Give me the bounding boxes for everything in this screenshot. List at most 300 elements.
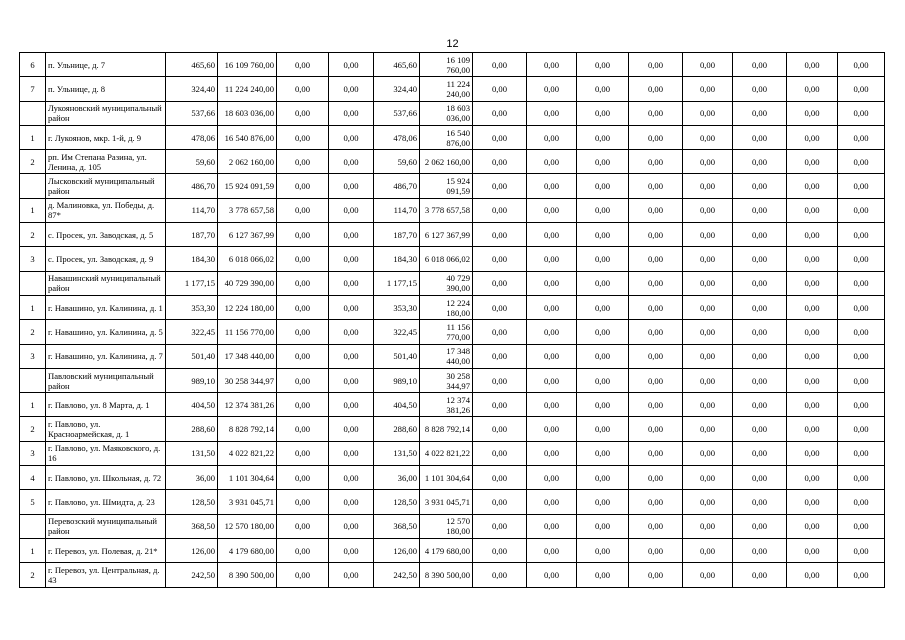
cost-cell: 8 390 500,00 (218, 563, 277, 587)
row-number-cell: 2 (20, 320, 46, 344)
value-cell: 0,00 (473, 77, 527, 101)
value-cell: 0,00 (683, 563, 733, 587)
row-number-cell: 3 (20, 247, 46, 271)
value-cell: 0,00 (329, 271, 374, 295)
value-cell: 0,00 (329, 466, 374, 490)
area-cell: 288,60 (374, 417, 420, 441)
value-cell: 0,00 (838, 77, 885, 101)
table-row (20, 174, 885, 198)
value-cell: 0,00 (787, 466, 838, 490)
value-cell: 0,00 (329, 538, 374, 562)
value-cell: 0,00 (683, 53, 733, 77)
value-cell: 0,00 (577, 150, 629, 174)
value-cell: 0,00 (629, 223, 683, 247)
value-cell: 0,00 (527, 417, 577, 441)
table-row (20, 125, 885, 149)
value-cell: 0,00 (629, 514, 683, 538)
area-cell: 465,60 (374, 53, 420, 77)
address-cell: с. Просек, ул. Заводская, д. 5 (46, 223, 166, 247)
value-cell: 0,00 (329, 174, 374, 198)
value-cell: 0,00 (838, 125, 885, 149)
value-cell: 0,00 (329, 320, 374, 344)
area-cell: 1 177,15 (166, 271, 218, 295)
value-cell: 0,00 (577, 295, 629, 319)
value-cell: 0,00 (629, 53, 683, 77)
area-cell: 36,00 (166, 466, 218, 490)
area-cell: 989,10 (166, 368, 218, 392)
area-cell: 242,50 (166, 563, 218, 587)
cost-cell: 40 729 390,00 (218, 271, 277, 295)
value-cell: 0,00 (683, 344, 733, 368)
value-cell: 0,00 (838, 198, 885, 222)
value-cell: 0,00 (733, 295, 787, 319)
value-cell: 0,00 (733, 563, 787, 587)
address-cell: г. Навашино, ул. Калинина, д. 1 (46, 295, 166, 319)
value-cell: 0,00 (629, 295, 683, 319)
table-row (20, 466, 885, 490)
table-row (20, 514, 885, 538)
value-cell: 0,00 (838, 320, 885, 344)
table-row (20, 344, 885, 368)
value-cell: 0,00 (527, 271, 577, 295)
value-cell: 0,00 (473, 320, 527, 344)
area-cell: 242,50 (374, 563, 420, 587)
value-cell: 0,00 (577, 320, 629, 344)
value-cell: 0,00 (787, 417, 838, 441)
value-cell: 0,00 (683, 441, 733, 465)
value-cell: 0,00 (733, 77, 787, 101)
cost-cell: 8 828 792,14 (218, 417, 277, 441)
value-cell: 0,00 (787, 441, 838, 465)
value-cell: 0,00 (787, 198, 838, 222)
cost-cell: 1 101 304,64 (218, 466, 277, 490)
address-cell: г. Павлово, ул. 8 Марта, д. 1 (46, 393, 166, 417)
cost-cell: 17 348 440,00 (420, 344, 473, 368)
value-cell: 0,00 (577, 514, 629, 538)
value-cell: 0,00 (277, 320, 329, 344)
cost-cell: 11 224 240,00 (218, 77, 277, 101)
value-cell: 0,00 (473, 368, 527, 392)
value-cell: 0,00 (473, 125, 527, 149)
area-cell: 184,30 (166, 247, 218, 271)
value-cell: 0,00 (629, 150, 683, 174)
value-cell: 0,00 (733, 198, 787, 222)
value-cell: 0,00 (733, 271, 787, 295)
table-row (20, 490, 885, 514)
value-cell: 0,00 (473, 101, 527, 125)
value-cell: 0,00 (629, 101, 683, 125)
row-number-cell: 5 (20, 490, 46, 514)
value-cell: 0,00 (733, 538, 787, 562)
table-row (20, 295, 885, 319)
cost-cell: 3 778 657,58 (420, 198, 473, 222)
value-cell: 0,00 (733, 466, 787, 490)
cost-cell: 12 374 381,26 (420, 393, 473, 417)
value-cell: 0,00 (329, 223, 374, 247)
value-cell: 0,00 (577, 466, 629, 490)
value-cell: 0,00 (277, 271, 329, 295)
area-cell: 1 177,15 (374, 271, 420, 295)
value-cell: 0,00 (577, 441, 629, 465)
value-cell: 0,00 (683, 223, 733, 247)
address-cell: Лукояновский муниципальный район (46, 101, 166, 125)
value-cell: 0,00 (683, 150, 733, 174)
cost-cell: 6 018 066,02 (218, 247, 277, 271)
cost-cell: 12 224 180,00 (218, 295, 277, 319)
value-cell: 0,00 (329, 368, 374, 392)
area-cell: 126,00 (166, 538, 218, 562)
value-cell: 0,00 (629, 320, 683, 344)
value-cell: 0,00 (473, 150, 527, 174)
cost-cell: 11 156 770,00 (420, 320, 473, 344)
row-number-cell: 1 (20, 295, 46, 319)
cost-cell: 16 109 760,00 (420, 53, 473, 77)
value-cell: 0,00 (577, 77, 629, 101)
value-cell: 0,00 (733, 223, 787, 247)
area-cell: 128,50 (374, 490, 420, 514)
value-cell: 0,00 (577, 223, 629, 247)
address-cell: Навашинский муниципальный район (46, 271, 166, 295)
cost-cell: 4 179 680,00 (218, 538, 277, 562)
value-cell: 0,00 (277, 53, 329, 77)
row-number-cell (20, 271, 46, 295)
cost-cell: 11 156 770,00 (218, 320, 277, 344)
value-cell: 0,00 (277, 223, 329, 247)
address-cell: г. Навашино, ул. Калинина, д. 5 (46, 320, 166, 344)
value-cell: 0,00 (683, 320, 733, 344)
value-cell: 0,00 (733, 150, 787, 174)
cost-cell: 12 570 180,00 (420, 514, 473, 538)
value-cell: 0,00 (329, 150, 374, 174)
table-row (20, 538, 885, 562)
table-row (20, 441, 885, 465)
cost-cell: 16 540 876,00 (218, 125, 277, 149)
value-cell: 0,00 (787, 393, 838, 417)
value-cell: 0,00 (329, 417, 374, 441)
value-cell: 0,00 (277, 77, 329, 101)
row-number-cell (20, 101, 46, 125)
value-cell: 0,00 (733, 174, 787, 198)
area-cell: 368,50 (374, 514, 420, 538)
value-cell: 0,00 (787, 174, 838, 198)
address-cell: г. Перевоз, ул. Полевая, д. 21* (46, 538, 166, 562)
value-cell: 0,00 (473, 393, 527, 417)
row-number-cell: 2 (20, 150, 46, 174)
value-cell: 0,00 (787, 53, 838, 77)
table-row (20, 393, 885, 417)
value-cell: 0,00 (577, 53, 629, 77)
row-number-cell: 1 (20, 125, 46, 149)
value-cell: 0,00 (527, 538, 577, 562)
value-cell: 0,00 (527, 150, 577, 174)
value-cell: 0,00 (329, 125, 374, 149)
value-cell: 0,00 (527, 223, 577, 247)
area-cell: 486,70 (166, 174, 218, 198)
address-cell: г. Лукоянов, мкр. 1-й, д. 9 (46, 125, 166, 149)
row-number-cell: 2 (20, 223, 46, 247)
area-cell: 128,50 (166, 490, 218, 514)
value-cell: 0,00 (527, 174, 577, 198)
table-row (20, 101, 885, 125)
cost-cell: 8 390 500,00 (420, 563, 473, 587)
value-cell: 0,00 (577, 417, 629, 441)
address-cell: г. Перевоз, ул. Центральная, д. 43 (46, 563, 166, 587)
value-cell: 0,00 (838, 247, 885, 271)
value-cell: 0,00 (683, 77, 733, 101)
address-cell: Павловский муниципальный район (46, 368, 166, 392)
value-cell: 0,00 (473, 514, 527, 538)
value-cell: 0,00 (787, 223, 838, 247)
value-cell: 0,00 (733, 125, 787, 149)
value-cell: 0,00 (787, 271, 838, 295)
value-cell: 0,00 (787, 150, 838, 174)
area-cell: 501,40 (166, 344, 218, 368)
address-cell: г. Павлово, ул. Шмидта, д. 23 (46, 490, 166, 514)
value-cell: 0,00 (329, 344, 374, 368)
value-cell: 0,00 (473, 466, 527, 490)
cost-cell: 12 570 180,00 (218, 514, 277, 538)
value-cell: 0,00 (838, 417, 885, 441)
cost-cell: 6 127 367,99 (420, 223, 473, 247)
area-cell: 353,30 (166, 295, 218, 319)
value-cell: 0,00 (577, 393, 629, 417)
value-cell: 0,00 (683, 538, 733, 562)
row-number-cell (20, 514, 46, 538)
cost-cell: 12 374 381,26 (218, 393, 277, 417)
value-cell: 0,00 (629, 198, 683, 222)
value-cell: 0,00 (277, 247, 329, 271)
value-cell: 0,00 (473, 441, 527, 465)
area-cell: 114,70 (374, 198, 420, 222)
value-cell: 0,00 (838, 150, 885, 174)
value-cell: 0,00 (473, 271, 527, 295)
area-cell: 478,06 (374, 125, 420, 149)
table-row (20, 150, 885, 174)
value-cell: 0,00 (277, 393, 329, 417)
value-cell: 0,00 (527, 490, 577, 514)
value-cell: 0,00 (629, 125, 683, 149)
cost-cell: 2 062 160,00 (420, 150, 473, 174)
area-cell: 501,40 (374, 344, 420, 368)
cost-cell: 40 729 390,00 (420, 271, 473, 295)
value-cell: 0,00 (527, 563, 577, 587)
value-cell: 0,00 (473, 53, 527, 77)
cost-cell: 16 109 760,00 (218, 53, 277, 77)
value-cell: 0,00 (683, 101, 733, 125)
address-cell: г. Павлово, ул. Школьная, д. 72 (46, 466, 166, 490)
value-cell: 0,00 (838, 174, 885, 198)
row-number-cell (20, 368, 46, 392)
cost-cell: 3 778 657,58 (218, 198, 277, 222)
value-cell: 0,00 (683, 368, 733, 392)
area-cell: 989,10 (374, 368, 420, 392)
table-row (20, 563, 885, 587)
area-cell: 478,06 (166, 125, 218, 149)
table-row (20, 417, 885, 441)
cost-cell: 2 062 160,00 (218, 150, 277, 174)
value-cell: 0,00 (329, 563, 374, 587)
value-cell: 0,00 (629, 368, 683, 392)
value-cell: 0,00 (683, 198, 733, 222)
cost-cell: 8 828 792,14 (420, 417, 473, 441)
value-cell: 0,00 (329, 441, 374, 465)
table-row (20, 223, 885, 247)
value-cell: 0,00 (733, 320, 787, 344)
cost-cell: 16 540 876,00 (420, 125, 473, 149)
area-cell: 368,50 (166, 514, 218, 538)
row-number-cell: 2 (20, 417, 46, 441)
value-cell: 0,00 (527, 441, 577, 465)
value-cell: 0,00 (329, 490, 374, 514)
value-cell: 0,00 (329, 247, 374, 271)
value-cell: 0,00 (683, 174, 733, 198)
value-cell: 0,00 (277, 490, 329, 514)
value-cell: 0,00 (733, 393, 787, 417)
value-cell: 0,00 (473, 344, 527, 368)
value-cell: 0,00 (277, 344, 329, 368)
value-cell: 0,00 (629, 174, 683, 198)
area-cell: 126,00 (374, 538, 420, 562)
value-cell: 0,00 (277, 441, 329, 465)
area-cell: 59,60 (166, 150, 218, 174)
value-cell: 0,00 (277, 417, 329, 441)
value-cell: 0,00 (577, 125, 629, 149)
table-row (20, 77, 885, 101)
value-cell: 0,00 (277, 466, 329, 490)
value-cell: 0,00 (838, 368, 885, 392)
area-cell: 187,70 (374, 223, 420, 247)
row-number-cell: 6 (20, 53, 46, 77)
value-cell: 0,00 (329, 393, 374, 417)
area-cell: 324,40 (166, 77, 218, 101)
value-cell: 0,00 (683, 466, 733, 490)
value-cell: 0,00 (733, 441, 787, 465)
value-cell: 0,00 (683, 295, 733, 319)
value-cell: 0,00 (733, 344, 787, 368)
area-cell: 36,00 (374, 466, 420, 490)
value-cell: 0,00 (629, 417, 683, 441)
address-cell: г. Павлово, ул. Красноармейская, д. 1 (46, 417, 166, 441)
value-cell: 0,00 (838, 53, 885, 77)
value-cell: 0,00 (577, 271, 629, 295)
value-cell: 0,00 (838, 514, 885, 538)
value-cell: 0,00 (577, 344, 629, 368)
value-cell: 0,00 (527, 344, 577, 368)
value-cell: 0,00 (277, 563, 329, 587)
value-cell: 0,00 (629, 563, 683, 587)
value-cell: 0,00 (577, 490, 629, 514)
value-cell: 0,00 (629, 538, 683, 562)
address-cell: рп. Им Степана Разина, ул. Ленина, д. 105 (46, 150, 166, 174)
value-cell: 0,00 (577, 174, 629, 198)
value-cell: 0,00 (838, 441, 885, 465)
value-cell: 0,00 (787, 490, 838, 514)
value-cell: 0,00 (733, 490, 787, 514)
value-cell: 0,00 (733, 53, 787, 77)
value-cell: 0,00 (527, 198, 577, 222)
value-cell: 0,00 (329, 295, 374, 319)
value-cell: 0,00 (733, 247, 787, 271)
value-cell: 0,00 (577, 247, 629, 271)
value-cell: 0,00 (277, 198, 329, 222)
value-cell: 0,00 (473, 198, 527, 222)
value-cell: 0,00 (629, 393, 683, 417)
cost-cell: 30 258 344,97 (218, 368, 277, 392)
area-cell: 404,50 (374, 393, 420, 417)
address-cell: Перевозский муниципальный район (46, 514, 166, 538)
row-number-cell: 4 (20, 466, 46, 490)
value-cell: 0,00 (527, 101, 577, 125)
area-cell: 322,45 (166, 320, 218, 344)
value-cell: 0,00 (787, 344, 838, 368)
value-cell: 0,00 (629, 77, 683, 101)
cost-cell: 4 022 821,22 (218, 441, 277, 465)
value-cell: 0,00 (527, 247, 577, 271)
value-cell: 0,00 (787, 125, 838, 149)
value-cell: 0,00 (838, 538, 885, 562)
cost-cell: 3 931 045,71 (420, 490, 473, 514)
value-cell: 0,00 (277, 150, 329, 174)
area-cell: 131,50 (374, 441, 420, 465)
address-cell: п. Ульнице, д. 8 (46, 77, 166, 101)
value-cell: 0,00 (473, 247, 527, 271)
value-cell: 0,00 (527, 393, 577, 417)
value-cell: 0,00 (683, 125, 733, 149)
value-cell: 0,00 (683, 271, 733, 295)
value-cell: 0,00 (629, 466, 683, 490)
value-cell: 0,00 (683, 417, 733, 441)
area-cell: 59,60 (374, 150, 420, 174)
row-number-cell: 1 (20, 393, 46, 417)
value-cell: 0,00 (629, 271, 683, 295)
value-cell: 0,00 (527, 53, 577, 77)
table-row (20, 247, 885, 271)
cost-cell: 12 224 180,00 (420, 295, 473, 319)
value-cell: 0,00 (838, 295, 885, 319)
address-cell: г. Навашино, ул. Калинина, д. 7 (46, 344, 166, 368)
value-cell: 0,00 (473, 223, 527, 247)
value-cell: 0,00 (629, 441, 683, 465)
area-cell: 288,60 (166, 417, 218, 441)
value-cell: 0,00 (277, 368, 329, 392)
value-cell: 0,00 (473, 490, 527, 514)
value-cell: 0,00 (838, 344, 885, 368)
value-cell: 0,00 (277, 514, 329, 538)
value-cell: 0,00 (629, 490, 683, 514)
cost-cell: 15 924 091,59 (218, 174, 277, 198)
value-cell: 0,00 (683, 514, 733, 538)
cost-cell: 4 179 680,00 (420, 538, 473, 562)
value-cell: 0,00 (473, 174, 527, 198)
value-cell: 0,00 (838, 223, 885, 247)
value-cell: 0,00 (577, 563, 629, 587)
cost-cell: 30 258 344,97 (420, 368, 473, 392)
value-cell: 0,00 (527, 77, 577, 101)
value-cell: 0,00 (838, 490, 885, 514)
value-cell: 0,00 (577, 198, 629, 222)
value-cell: 0,00 (277, 538, 329, 562)
address-cell: Лысковский муниципальный район (46, 174, 166, 198)
area-cell: 322,45 (374, 320, 420, 344)
value-cell: 0,00 (527, 368, 577, 392)
row-number-cell: 7 (20, 77, 46, 101)
area-cell: 537,66 (166, 101, 218, 125)
table-row (20, 53, 885, 77)
area-cell: 486,70 (374, 174, 420, 198)
value-cell: 0,00 (577, 538, 629, 562)
value-cell: 0,00 (473, 417, 527, 441)
value-cell: 0,00 (787, 77, 838, 101)
